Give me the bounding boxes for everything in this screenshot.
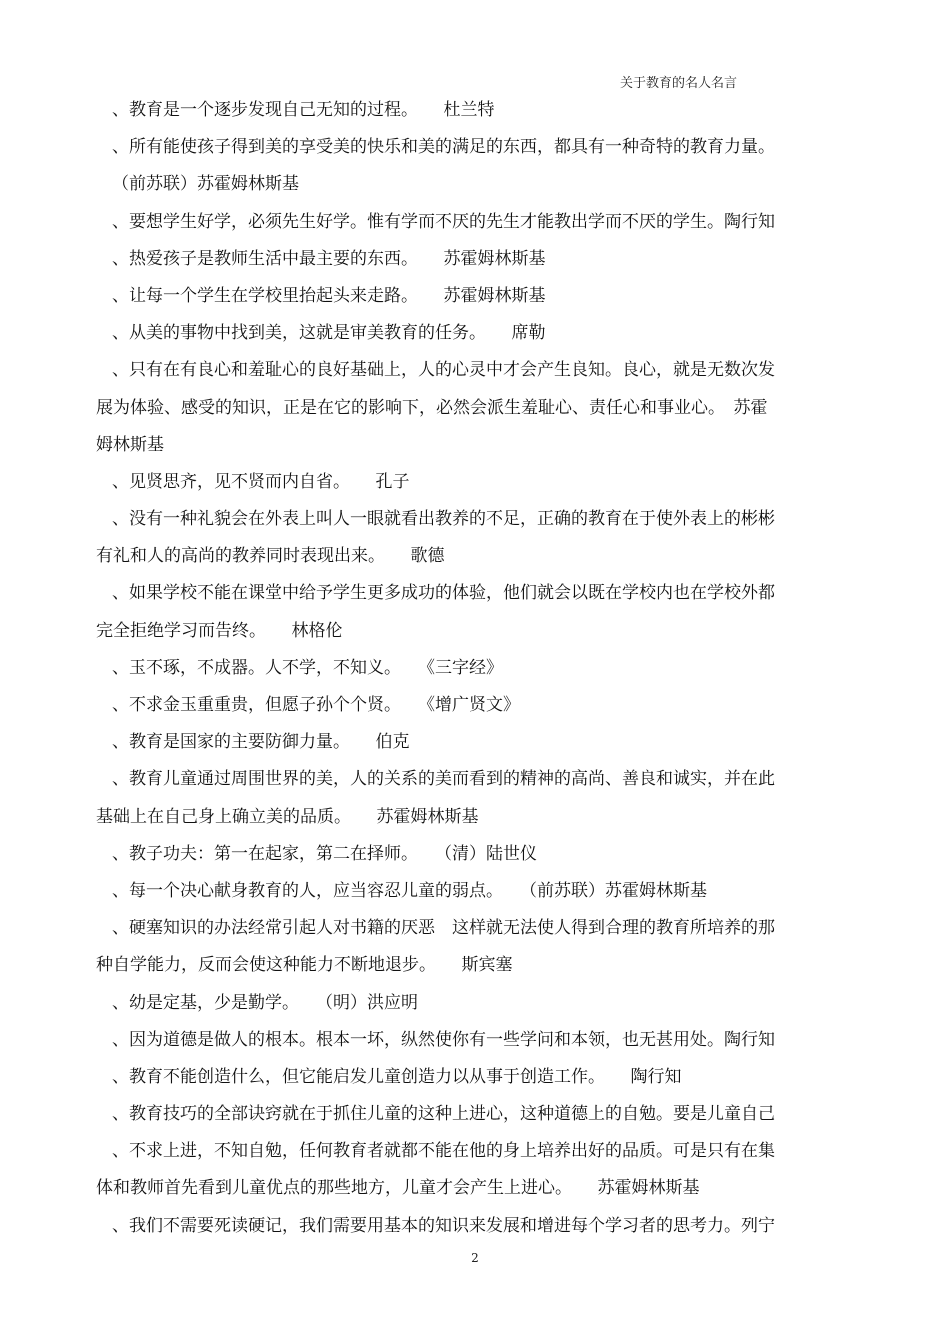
text-line: 、不求上进，不知自勉，任何教育者就都不能在他的身上培养出好的品质。可是只有在集: [112, 1141, 775, 1162]
text-line: 种自学能力，反而会使这种能力不断地退步。 斯宾塞: [96, 955, 513, 976]
text-line: 、要想学生好学，必须先生好学。惟有学而不厌的先生才能教出学而不厌的学生。陶行知: [112, 211, 775, 232]
text-line: 展为体验、感受的知识，正是在它的影响下，必然会派生羞耻心、责任心和事业心。 苏霍: [96, 397, 768, 418]
text-line: 姆林斯基: [96, 434, 164, 455]
text-line: 、如果学校不能在课堂中给予学生更多成功的体验，他们就会以既在学校内也在学校外都: [112, 583, 775, 604]
text-line: 、我们不需要死读硬记，我们需要用基本的知识来发展和增进每个学习者的思考力。列宁: [112, 1215, 775, 1236]
text-line: 、没有一种礼貌会在外表上叫人一眼就看出教养的不足，正确的教育在于使外表上的彬彬: [112, 509, 775, 530]
text-line: 、不求金玉重重贵，但愿子孙个个贤。 《增广贤文》: [112, 695, 520, 715]
text-line: 、教育技巧的全部诀窍就在于抓住儿童的这种上进心，这种道德上的自勉。要是儿童自己: [112, 1104, 775, 1125]
text-line: 、玉不琢，不成器。人不学，不知义。 《三字经》: [112, 657, 503, 678]
text-line: （前苏联）苏霍姆林斯基: [112, 174, 299, 195]
text-line: 、让每一个学生在学校里抬起头来走路。 苏霍姆林斯基: [112, 285, 546, 306]
text-line: 基础上在自己身上确立美的品质。 苏霍姆林斯基: [96, 806, 479, 827]
text-line: 、教子功夫：第一在起家，第二在择师。 （清）陆世仪: [112, 843, 537, 864]
text-line: 、教育是一个逐步发现自己无知的过程。 杜兰特: [112, 100, 495, 120]
text-line: 、从美的事物中找到美，这就是审美教育的任务。 席勒: [112, 323, 546, 344]
text-line: 、见贤思齐，见不贤而内自省。 孔子: [112, 471, 410, 492]
text-line: 、热爱孩子是教师生活中最主要的东西。 苏霍姆林斯基: [112, 248, 546, 269]
text-line: 、只有在有良心和羞耻心的良好基础上，人的心灵中才会产生良知。良心，就是无数次发: [112, 360, 775, 381]
text-line: 、因为道德是做人的根本。根本一坏，纵然使你有一些学问和本领，也无甚用处。陶行知: [112, 1029, 775, 1050]
text-line: 体和教师首先看到儿童优点的那些地方，儿童才会产生上进心。 苏霍姆林斯基: [96, 1178, 700, 1199]
quote-list: [96, 92, 858, 1245]
text-line: 、教育是国家的主要防御力量。 伯克: [112, 732, 410, 753]
page-number: 2: [471, 1251, 479, 1265]
text-line: 、所有能使孩子得到美的享受美的快乐和美的满足的东西，都具有一种奇特的教育力量。: [112, 137, 775, 158]
text-line: 、幼是定基，少是勤学。 （明）洪应明: [112, 992, 418, 1013]
text-line: 、教育儿童通过周围世界的美，人的关系的美而看到的精神的高尚、善良和诚实，并在此: [112, 769, 775, 790]
text-line: 有礼和人的高尚的教养同时表现出来。 歌德: [96, 546, 445, 567]
text-line: 、硬塞知识的办法经常引起人对书籍的厌恶 这样就无法使人得到合理的教育所培养的那: [112, 918, 775, 939]
text-line: 、教育不能创造什么，但它能启发儿童创造力以从事于创造工作。 陶行知: [112, 1066, 682, 1087]
text-line: 完全拒绝学习而告终。 林格伦: [96, 620, 343, 641]
page-header: 关于教育的名人名言: [620, 76, 738, 91]
text-line: 、每一个决心献身教育的人，应当容忍儿童的弱点。 （前苏联）苏霍姆林斯基: [112, 880, 707, 901]
